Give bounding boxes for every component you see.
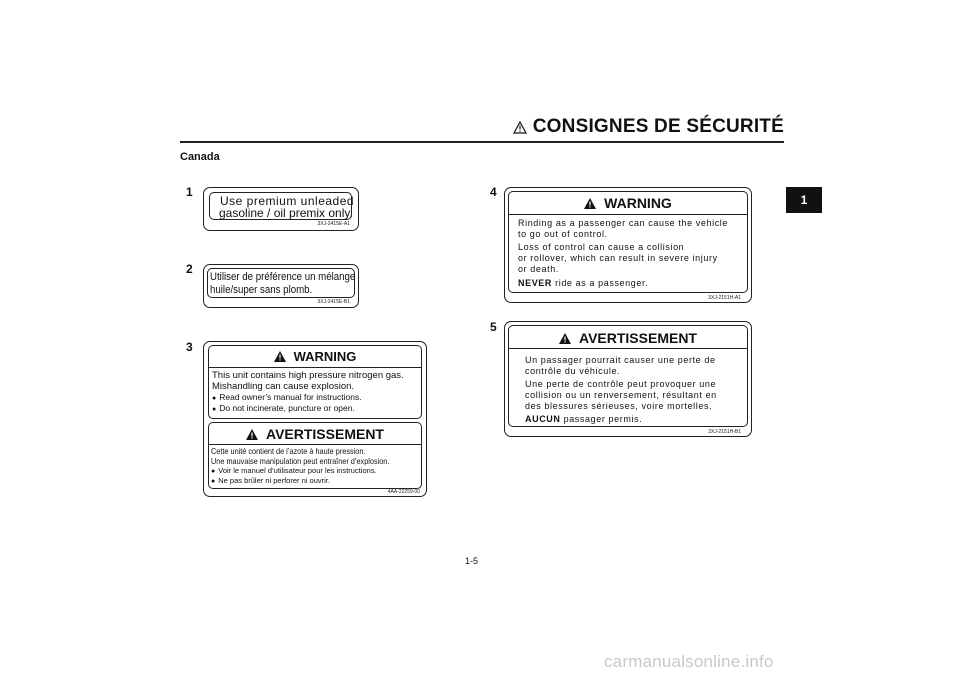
label-4-line: to go out of control. — [518, 229, 608, 239]
label-4-line: Loss of control can cause a collision — [518, 242, 685, 252]
label-4-line: or rollover, which can result in severe injury — [518, 253, 718, 263]
label-5-heading: AVERTISSEMENT — [509, 330, 747, 346]
divider — [209, 367, 421, 368]
label-4-heading: WARNING — [509, 195, 747, 211]
label-5-line: collision ou un renversement, résultant en — [525, 390, 717, 400]
label-3-avert-bullet: ● Ne pas brûler ni perforer ni ouvrir. — [211, 476, 330, 485]
label-3-warning-heading: WARNING — [209, 349, 421, 364]
label-1-line: Use premium unleaded — [220, 194, 355, 208]
label-3-avert-line: Une mauvaise manipulation peut entraîner d’explosion. — [211, 456, 390, 466]
label-code: 3XJ-2415E-B1 — [317, 299, 350, 305]
page-title — [513, 116, 784, 138]
label-number: 5 — [490, 320, 497, 334]
label-code: 3XJ-2151H-B1 — [708, 429, 741, 435]
label-4-line: Rinding as a passenger can cause the vehicle — [518, 218, 729, 228]
label-code: 4AA-22259-00 — [387, 489, 420, 495]
label-3-avert-bullet: ● Voir le manuel d’utilisateur pour les instructions. — [211, 466, 377, 475]
label-3-warning-panel — [208, 345, 422, 419]
label-2-inner — [207, 268, 355, 298]
label-1-inner — [209, 192, 355, 220]
label-code: 3XJ-2151H-A1 — [708, 295, 741, 301]
divider — [209, 444, 421, 445]
label-1-line: gasoline / oil premix only. — [219, 206, 353, 220]
label-2-line: huile/super sans plomb. — [210, 284, 313, 296]
page-number: 1-5 — [465, 556, 479, 566]
label-3-avert-line: Cette unité contient de l’azote à haute pression. — [211, 446, 366, 456]
label-number: 2 — [186, 262, 193, 276]
warning-triangle-icon — [584, 198, 596, 209]
divider — [509, 214, 747, 215]
label-3-warning-line: This unit contains high pressure nitrogen gas. — [212, 370, 404, 381]
footer-watermark[interactable]: carmanualsonline.info — [604, 652, 774, 671]
page-title-text: CONSIGNES DE SÉCURITÉ — [532, 116, 784, 137]
chapter-tab: 1 — [786, 187, 822, 213]
warning-triangle-icon — [274, 351, 286, 362]
region-label: Canada — [180, 151, 220, 163]
warning-triangle-icon — [246, 429, 258, 440]
label-number: 4 — [490, 185, 497, 199]
label-3-warning-bullet: ● Do not incinerate, puncture or open. — [212, 403, 355, 413]
warning-triangle-icon — [513, 121, 527, 134]
label-4-inner — [508, 191, 748, 293]
label-number: 3 — [186, 340, 193, 354]
label-5-line: des blessures sérieuses, voire mortelles. — [525, 401, 713, 411]
label-3 — [203, 341, 427, 497]
label-3-avertissement-heading: AVERTISSEMENT — [209, 426, 421, 442]
label-2-line: Utiliser de préférence un mélange — [210, 271, 356, 283]
label-4 — [504, 187, 752, 303]
label-code: 3XJ-2415E-A1 — [317, 221, 350, 227]
label-number: 1 — [186, 185, 193, 199]
label-2 — [203, 264, 359, 308]
label-1 — [203, 187, 359, 231]
label-5-line: contrôle du véhicule. — [525, 366, 621, 376]
label-5-final-line: AUCUN passager permis. — [525, 414, 643, 424]
divider — [509, 348, 747, 349]
label-5 — [504, 321, 752, 437]
label-5-inner — [508, 325, 748, 427]
warning-triangle-icon — [559, 333, 571, 344]
label-5-line: Un passager pourrait causer une perte de — [525, 355, 716, 365]
label-3-avertissement-panel — [208, 422, 422, 489]
label-3-warning-line: Mishandling can cause explosion. — [212, 381, 355, 392]
label-4-line: or death. — [518, 264, 559, 274]
label-4-final-line: NEVER ride as a passenger. — [518, 278, 649, 288]
header-rule — [180, 141, 784, 143]
label-3-warning-bullet: ● Read owner’s manual for instructions. — [212, 392, 362, 402]
label-5-line: Une perte de contrôle peut provoquer une — [525, 379, 717, 389]
